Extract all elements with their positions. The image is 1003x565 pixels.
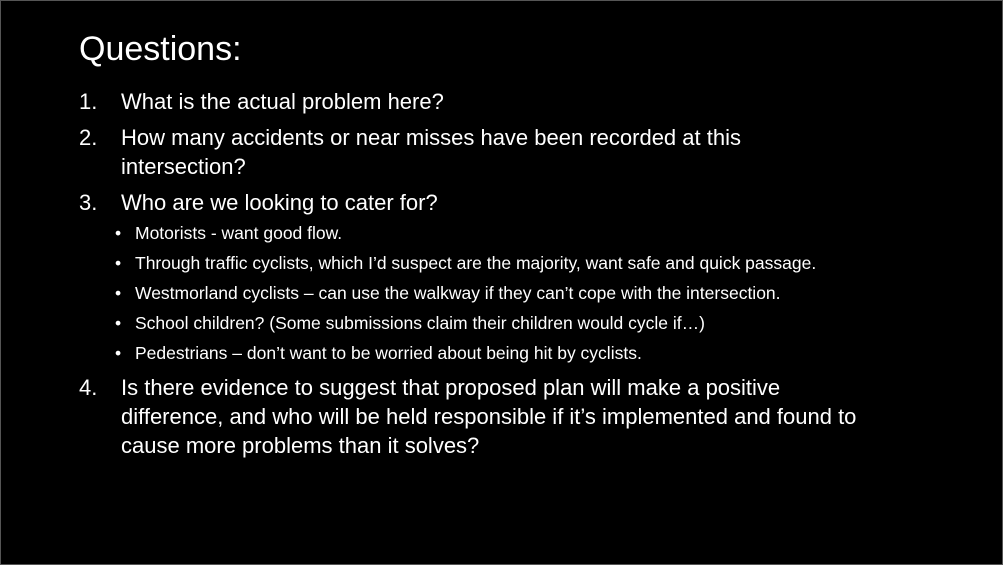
question-item-1 xyxy=(79,87,959,116)
list-item xyxy=(115,340,959,366)
question-list xyxy=(79,87,959,460)
question-number: 3. xyxy=(79,190,98,215)
question-item-2 xyxy=(79,123,959,181)
question-text: Is there evidence to suggest that proposed plan will make a positive difference, and who will be held responsible if it’s implemented and found to cause more problems than it solves? xyxy=(121,375,857,458)
bullet-text: School children? (Some submissions claim their children would cycle if…) xyxy=(135,313,705,333)
question-text: How many accidents or near misses have been recorded at this intersection? xyxy=(121,125,741,179)
bullet-icon: • xyxy=(115,253,122,273)
bullet-text: Motorists - want good flow. xyxy=(135,223,343,243)
question-text: What is the actual problem here? xyxy=(121,89,444,114)
question-text: Who are we looking to cater for? xyxy=(121,190,438,215)
list-item xyxy=(115,220,959,246)
question-number: 1. xyxy=(79,89,98,114)
bullet-text: Westmorland cyclists – can use the walkway if they can’t cope with the intersection. xyxy=(135,283,781,303)
bullet-icon: • xyxy=(115,223,122,243)
bullet-icon: • xyxy=(115,343,122,363)
question-number: 2. xyxy=(79,125,98,150)
list-item xyxy=(115,280,959,306)
question-item-4 xyxy=(79,373,959,460)
question-item-3 xyxy=(79,188,959,366)
bullet-text: Through traffic cyclists, which I’d suspect are the majority, want safe and quick passage. xyxy=(135,253,817,273)
bullet-text: Pedestrians – don’t want to be worried about being hit by cyclists. xyxy=(135,343,642,363)
stakeholder-list xyxy=(115,220,959,366)
bullet-icon: • xyxy=(115,313,122,333)
question-number: 4. xyxy=(79,375,98,400)
slide-title: Questions: xyxy=(79,30,242,68)
bullet-icon: • xyxy=(115,283,122,303)
list-item xyxy=(115,310,959,336)
list-item xyxy=(115,250,959,276)
